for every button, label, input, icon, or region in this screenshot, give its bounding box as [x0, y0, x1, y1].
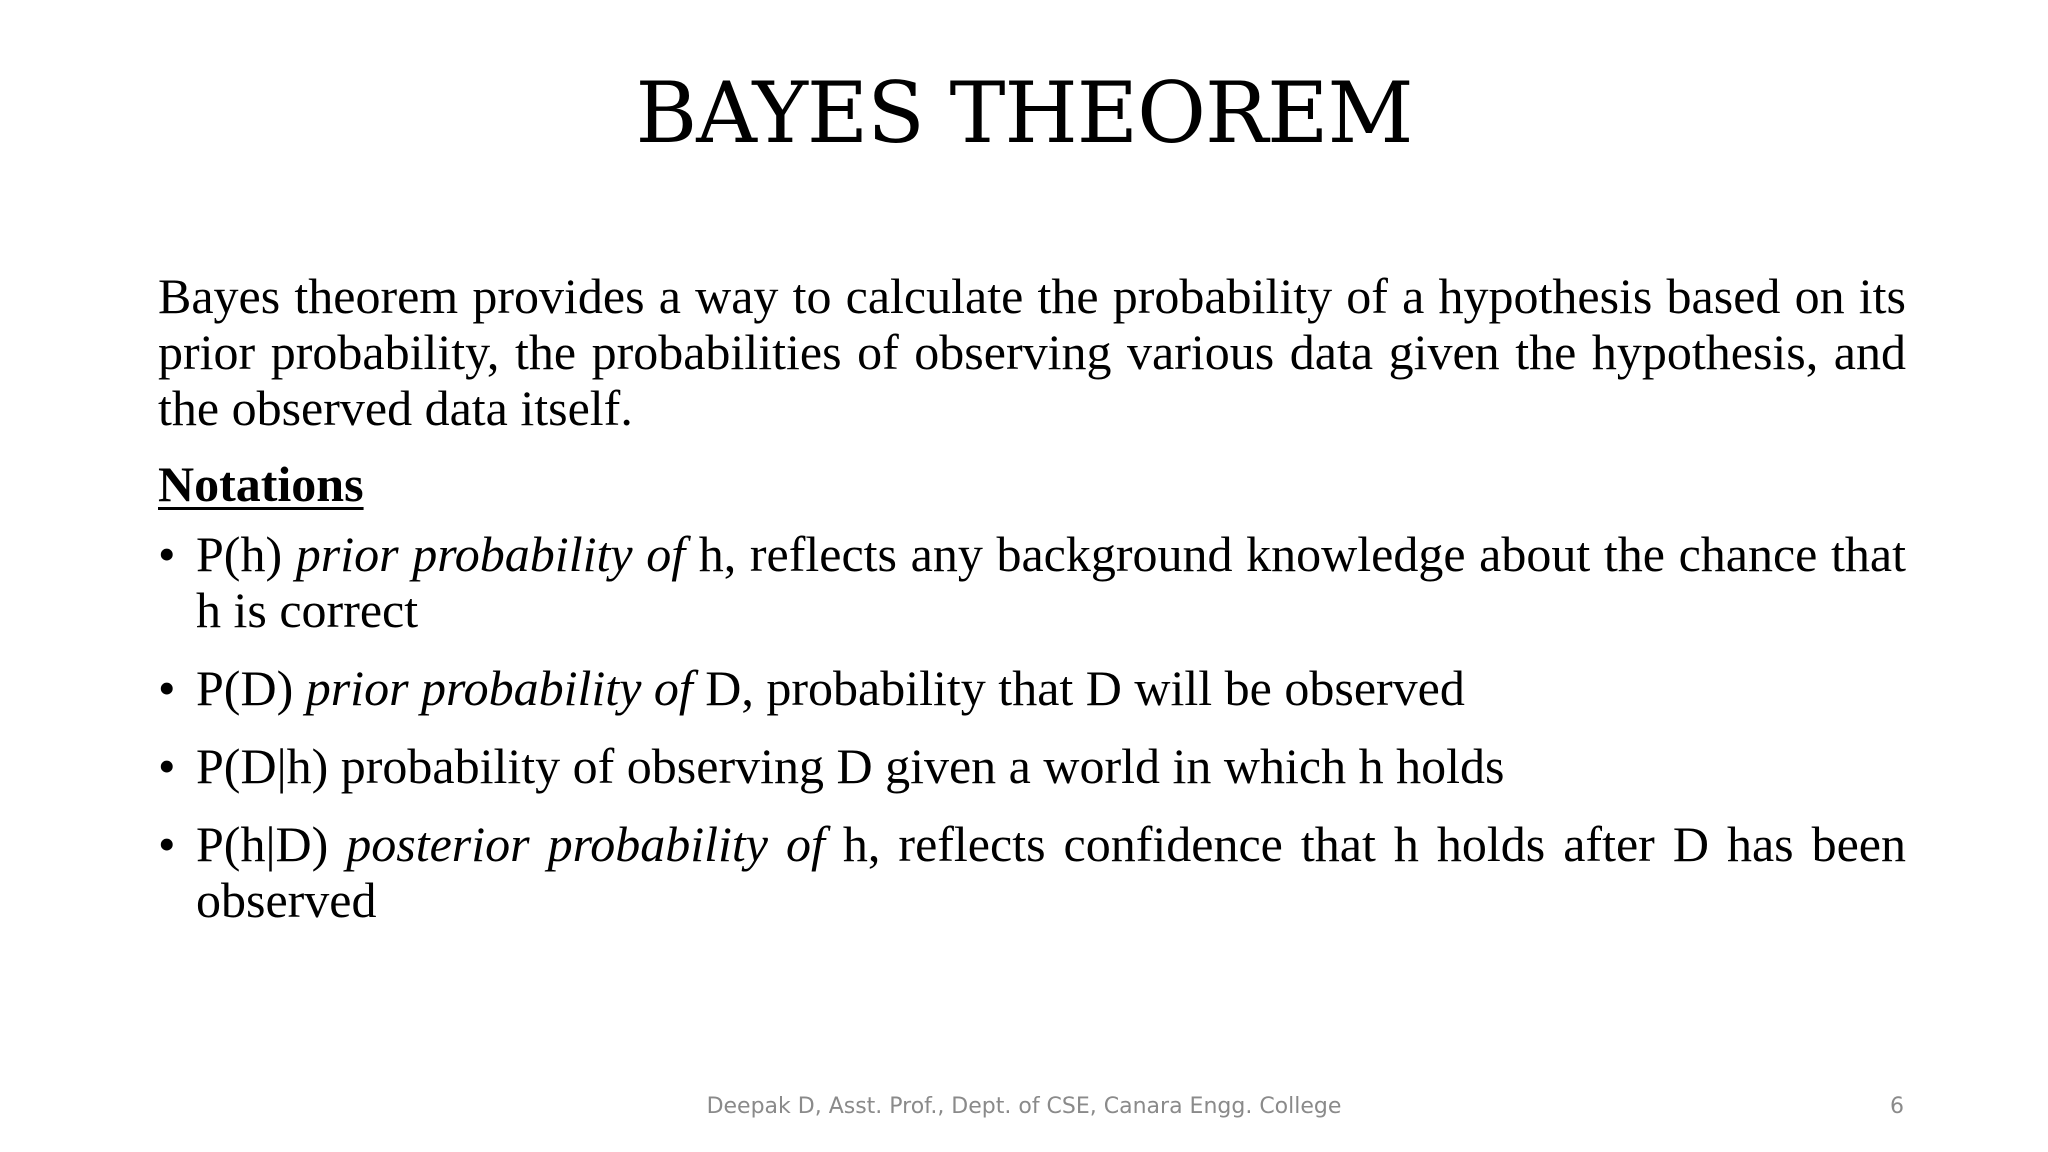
- notation-item-posterior: [158, 816, 1906, 928]
- slide-content: [158, 268, 1906, 950]
- bullet-dot-icon: •: [158, 660, 176, 716]
- notation-symbol: P(D|h): [196, 738, 329, 794]
- notation-description: h, reflects confidence that h holds after D has been observed: [196, 816, 1907, 928]
- notation-item-prior-h: [158, 526, 1906, 638]
- notation-list: [158, 526, 1906, 928]
- bullet-dot-icon: •: [158, 816, 176, 872]
- notation-symbol: P(D): [196, 660, 294, 716]
- bullet-dot-icon: •: [158, 738, 176, 794]
- notation-description: probability of observing D given a world in which h holds: [340, 738, 1505, 794]
- notation-symbol: P(h): [196, 526, 283, 582]
- notation-symbol: P(h|D): [196, 816, 329, 872]
- intro-paragraph: Bayes theorem provides a way to calculate the probability of a hypothesis based on its prior probability, the probabilities of observing various data given the hypothesis, and the observed data itself.: [158, 268, 1906, 436]
- notation-term: posterior probability of: [346, 816, 825, 872]
- bullet-dot-icon: •: [158, 526, 176, 582]
- slide-title: BAYES THEOREM: [635, 64, 1413, 162]
- notation-term: prior probability of: [305, 660, 693, 716]
- notation-term: prior probability of: [295, 526, 686, 582]
- page-number: 6: [1890, 1094, 1904, 1119]
- notation-description: D, probability that D will be observed: [705, 660, 1465, 716]
- notation-item-prior-d: [158, 660, 1906, 716]
- slide-footer: Deepak D, Asst. Prof., Dept. of CSE, Canara Engg. College: [706, 1094, 1342, 1119]
- notation-item-likelihood: [158, 738, 1906, 794]
- notation-description: h, reflects any background knowledge about the chance that h is correct: [196, 526, 1906, 638]
- notations-heading: Notations: [158, 456, 364, 512]
